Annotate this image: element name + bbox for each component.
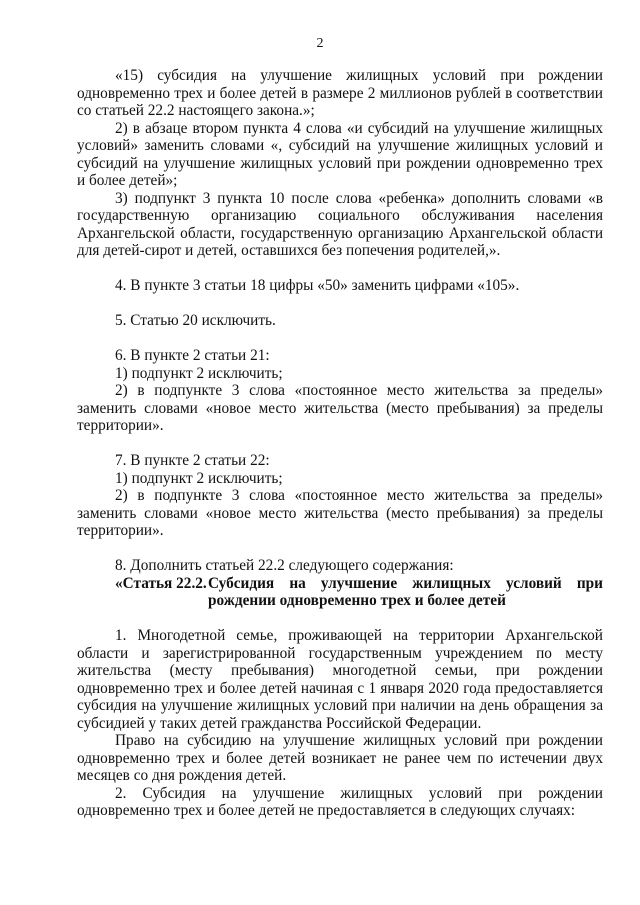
paragraph-spacer	[77, 435, 603, 453]
paragraph-amend-point-10: 3) подпункт 3 пункта 10 после слова «ребенка» дополнить словами «в государственную организацию социального обслуживания населения Архангельской области, государственную организацию Архангельской области для детей-сирот и детей, оставшихся без попечения родителей,».	[77, 189, 603, 259]
paragraph-item-15: «15) субсидия на улучшение жилищных условий при рождении одновременно трех и более детей в размере 2 миллионов рублей в соответствии со статьей 22.2 настоящего закона.»;	[77, 67, 603, 119]
paragraph-article-point-2: 2. Субсидия на улучшение жилищных условий при рождении одновременно трех и более детей не предоставляется в следующих случаях:	[77, 784, 603, 819]
paragraph-spacer	[77, 610, 603, 628]
article-label: «Статья 22.2.	[115, 574, 207, 592]
paragraph-section-7-sub-1: 1) подпункт 2 исключить;	[115, 469, 283, 487]
article-title: Субсидия на улучшение жилищных условий при рождении одновременно трех и более детей	[208, 574, 603, 609]
paragraph-section-7: 7. В пункте 2 статьи 22:	[115, 452, 270, 469]
paragraph-section-8: 8. Дополнить статьей 22.2 следующего содержания:	[115, 557, 454, 574]
paragraph-section-6-sub-2: 2) в подпункте 3 слова «постоянное место жительства за пределы» заменить словами «новое место жительства (место пребывания) за пределы территории».	[77, 382, 603, 434]
document-body	[77, 67, 603, 820]
paragraph-section-5: 5. Статью 20 исключить.	[115, 312, 276, 329]
article-heading	[77, 575, 603, 610]
paragraph-spacer	[77, 260, 603, 278]
paragraph-spacer	[77, 295, 603, 313]
paragraph-section-6-sub-1: 1) подпункт 2 исключить;	[115, 364, 283, 382]
page-number: 2	[316, 36, 324, 51]
paragraph-spacer	[77, 540, 603, 558]
paragraph-section-6: 6. В пункте 2 статьи 21:	[115, 347, 270, 364]
paragraph-spacer	[77, 330, 603, 348]
paragraph-article-right: Право на субсидию на улучшение жилищных условий при рождении одновременно трех и более детей возникает не ранее чем по истечении двух месяцев со дня рождения детей.	[77, 732, 603, 784]
paragraph-section-4: 4. В пункте 3 статьи 18 цифры «50» заменить цифрами «105».	[115, 277, 520, 294]
paragraph-article-point-1: 1. Многодетной семье, проживающей на территории Архангельской области и зарегистрированной государственным учреждением по месту жительства (месту пребывания) многодетной семьи, при рождении одновременно трех и более детей начиная с 1 января 2020 года предоставляется субсидия на улучшение жилищных условий при наличии на день обращения за субсидией у таких детей гражданства Российской Федерации.	[77, 627, 603, 732]
paragraph-section-7-sub-2: 2) в подпункте 3 слова «постоянное место жительства за пределы» заменить словами «новое место жительства (место пребывания) за пределы территории».	[77, 487, 603, 539]
paragraph-amend-point-4: 2) в абзаце втором пункта 4 слова «и субсидий на улучшение жилищных условий» заменить словами «, субсидий на улучшение жилищных условий и субсидий на улучшение жилищных условий при рождении одновременно трех и более детей»;	[77, 119, 603, 189]
